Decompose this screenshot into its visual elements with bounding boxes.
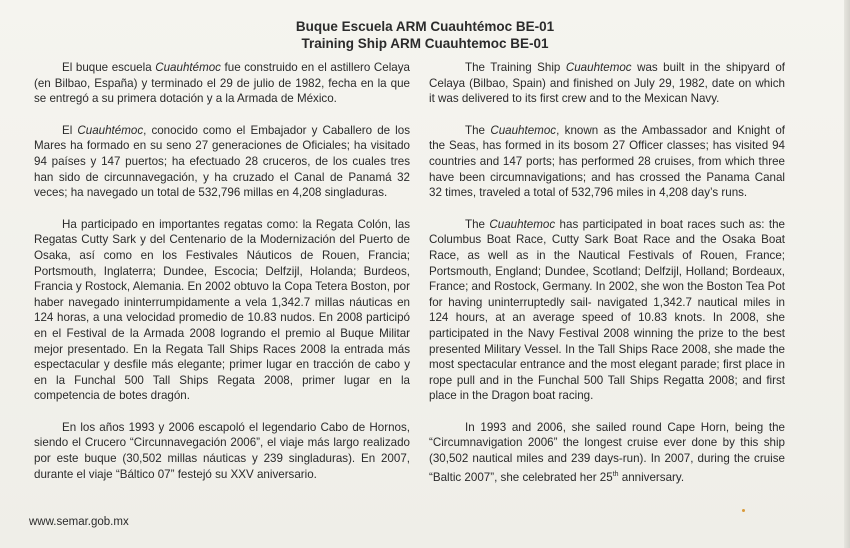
spanish-column	[34, 60, 410, 482]
ship-name: Cuauhtemoc	[489, 217, 556, 231]
text-run: The Training Ship	[465, 61, 566, 74]
ship-name: Cuauhtemoc	[565, 61, 632, 74]
ship-name: Cuauhtémoc	[155, 61, 221, 74]
ordinal-suffix: th	[612, 470, 619, 478]
text-run: , conocido como el Embajador y Caballero de los Mares ha formado en su seno 27 generaciones de Oficiales; ha visitado 94 países y 147 puertos; ha efectuado 28 cruceros, de los cuales tres han sido de circunnavegación, y ha cruzado el Canal de Panamá 32 veces; ha navegado un total de 532,796 millas en 4,208 singladuras.	[34, 123, 410, 200]
english-paragraph-2	[429, 123, 785, 201]
ship-name: Cuauhtémoc	[77, 123, 144, 137]
title-english: Training Ship ARM Cuauhtemoc BE-01	[301, 36, 549, 51]
spanish-paragraph-2	[34, 123, 410, 201]
website-url: www.semar.gob.mx	[29, 516, 129, 528]
text-run: In 1993 and 2006, she sailed round Cape Horn, being the “Circumnavigation 2006” the longest cruise ever done by this ship (30,502 nautical miles and 239 days-run). In 2007, during the cruise “Baltic 2007”, she celebrated her 25	[429, 420, 785, 484]
text-run: El buque escuela	[62, 61, 156, 74]
english-column	[429, 60, 785, 485]
english-paragraph-4	[429, 420, 785, 485]
ship-name: Cuauhtemoc	[490, 123, 557, 137]
text-run: , known as the Ambassador and Knight of the Seas, has formed in its bosom 27 Officer classes; has visited 94 countries and 147 ports; has performed 28 cruises, from which three have been circumnavigations; and has crossed the Panama Canal 32 times, traveled a total of 532,796 miles in 4,208 day’s runs.	[429, 123, 785, 200]
text-run: fue construido en el astillero Celaya (en Bilbao, España) y terminado el 29 de julio de 1982, fecha en la que se entregó a su primera dotación y a la Armada de México.	[34, 61, 410, 106]
title-spanish: Buque Escuela ARM Cuauhtémoc BE-01	[295, 19, 555, 34]
spanish-paragraph-3: Ha participado en importantes regatas como: la Regata Colón, las Regatas Cutty Sark y del Centenario de la Modernización del Puerto de Osaka, así como en los Festivales Náuticos de Rouen, Francia; Portsmouth, Inglaterra; Dundee, Escocia; Delfzijl, Holanda; Burdeos, Francia y Rostock, Alemania. En 2002 obtuvo la Copa Tetera Boston, por haber navegado ininterrumpidamente a vela 1,342.7 millas náuticas en 124 horas, a una velocidad promedio de 10.83 nudos. En 2008 participó en el Festival de la Armada 2008 logrando el premio al Buque Militar mejor presentado. En la Regata Tall Ships Races 2008 la entrada más espectacular y desfile más elegante; primer lugar en tracción de cabo y en la Funchal 500 Tall Ships Regata 2008, primer lugar en la competencia de botes dragón.	[34, 217, 410, 403]
document-title	[0, 18, 850, 52]
text-run: anniversary.	[618, 470, 685, 484]
spanish-paragraph-1	[34, 60, 410, 107]
text-run: The	[465, 123, 491, 137]
paper-speck	[742, 509, 745, 512]
spanish-paragraph-4: En los años 1993 y 2006 escapoló el legendario Cabo de Hornos, siendo el Crucero “Circunnavegación 2006”, el viaje más largo realizado por este buque (30,502 millas náuticas y 239 singladuras). En 2007, durante el viaje “Báltico 07” festejó su XXV aniversario.	[34, 420, 410, 481]
text-run: has participated in boat races such as: the Columbus Boat Race, Cutty Sark Boat Race and the Osaka Boat Race, as well as in the Nautical Festivals of Rouen, France; Portsmouth, England; Dundee, Scotland; Delfzijl, Holland; Bordeaux, France; and Rostock, Germany. In 2002, she won the Boston Tea Pot for having uninterruptedly sail- navigated 1,342.7 nautical miles in 124 hours, at an average speed of 10.83 knots. In 2008, she participated in the Navy Festival 2008 winning the prize to the best presented Military Vessel. In the Tall Ships Race 2008, she made the most spectacular entrance and the most elegant parade; first place in rope pull and in the Funchal 500 Tall Ships Regatta 2008; and first place in the Dragon boat racing.	[429, 217, 785, 403]
card-edge	[844, 0, 850, 548]
text-run: The	[465, 217, 490, 231]
text-run: El	[62, 123, 78, 137]
text-run: was built in the shipyard of Celaya (Bilbao, Spain) and finished on July 29, 1982, date on which it was delivered to its first crew and to the Mexican Navy.	[429, 61, 785, 106]
english-paragraph-3	[429, 217, 785, 404]
english-paragraph-1	[429, 60, 785, 107]
